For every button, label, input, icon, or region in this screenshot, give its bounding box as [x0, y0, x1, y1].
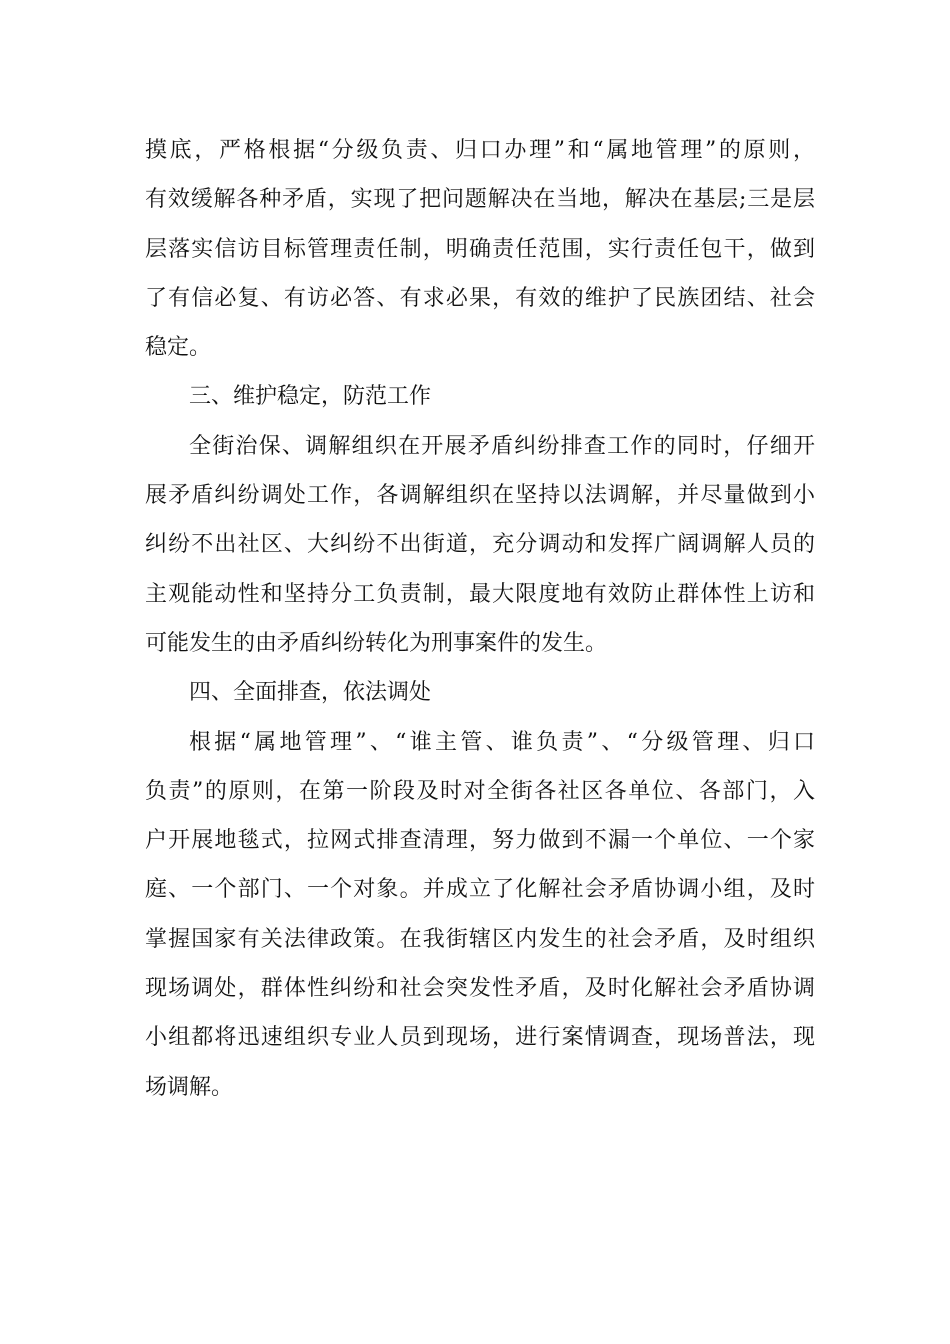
text-line: 小组都将迅速组织专业人员到现场，进行案情调查，现场普法，现 [145, 1025, 815, 1051]
section-heading: 四、全面排查，依法调处 [189, 680, 432, 706]
text-line: 全街治保、调解组织在开展矛盾纠纷排查工作的同时，仔细开 [189, 433, 815, 459]
text-line: 稳定。 [145, 335, 212, 361]
text-line: 层落实信访目标管理责任制，明确责任范围，实行责任包干，做到 [145, 236, 815, 262]
text-line: 有效缓解各种矛盾，实现了把问题解决在当地，解决在基层;三是层 [145, 187, 815, 213]
text-line: 场调解。 [145, 1074, 234, 1100]
text-line: 主观能动性和坚持分工负责制，最大限度地有效防止群体性上访和 [145, 581, 815, 607]
text-line: 可能发生的由矛盾纠纷转化为刑事案件的发生。 [145, 630, 608, 656]
text-line: 纠纷不出社区、大纠纷不出街道，充分调动和发挥广阔调解人员的 [145, 532, 815, 558]
text-line: 根据“属地管理”、“谁主管、谁负责”、“分级管理、归口 [189, 729, 815, 755]
document-body [145, 126, 815, 1112]
text-line: 现场调处，群体性纠纷和社会突发性矛盾，及时化解社会矛盾协调 [145, 976, 815, 1002]
section-heading: 三、维护稳定，防范工作 [189, 384, 432, 410]
text-line: 负责”的原则，在第一阶段及时对全街各社区各单位、各部门，入 [145, 778, 815, 804]
text-line: 庭、一个部门、一个对象。并成立了化解社会矛盾协调小组，及时 [145, 877, 815, 903]
text-line: 展矛盾纠纷调处工作，各调解组织在坚持以法调解，并尽量做到小 [145, 483, 815, 509]
text-line: 了有信必复、有访必答、有求必果，有效的维护了民族团结、社会 [145, 285, 815, 311]
text-line: 摸底，严格根据“分级负责、归口办理”和“属地管理”的原则， [145, 138, 815, 163]
text-line: 户开展地毯式，拉网式排查清理，努力做到不漏一个单位、一个家 [145, 828, 815, 854]
text-line: 掌握国家有关法律政策。在我街辖区内发生的社会矛盾，及时组织 [145, 926, 815, 952]
